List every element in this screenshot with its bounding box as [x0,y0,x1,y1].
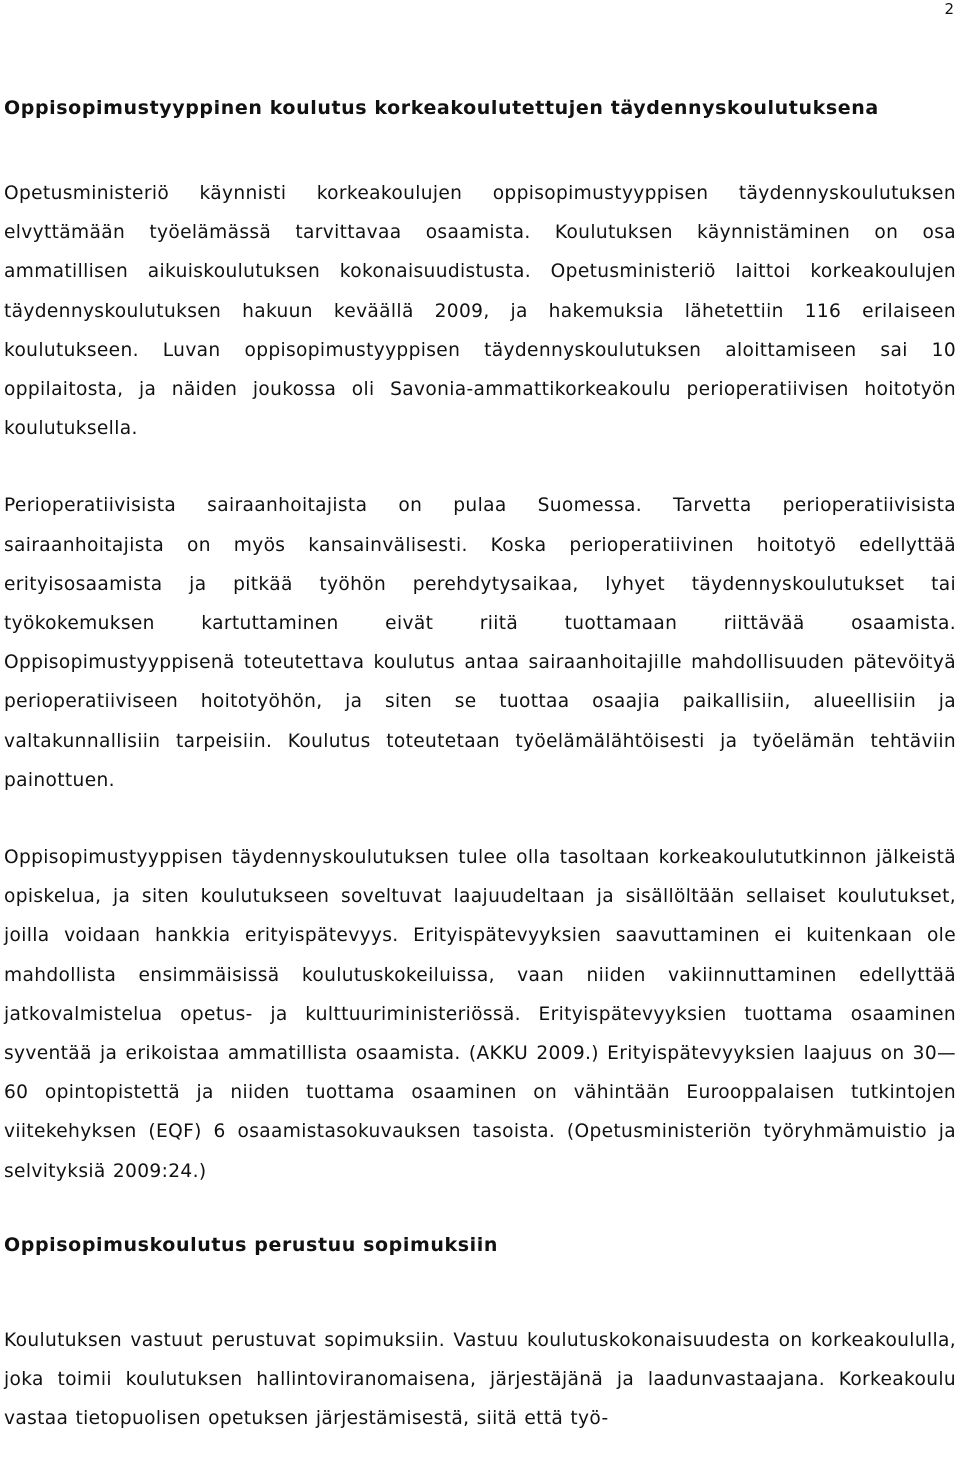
paragraph-ministry-launch: Opetusministeriö käynnisti korkeakoulujen oppisopimustyyppisen täydennyskoulutuksen elvyttämään työelämässä tarvittavaa osaamista. Koulutuksen käynnistäminen on osa ammatillisen aikuiskoulutuksen kokonaisuudistusta. Opetusministeriö laittoi korkeakoulujen täydennyskoulutuksen hakuun keväällä 2009, ja hakemuksia lähetettiin 116 erilaiseen koulutukseen. Luvan oppisopimustyyppisen täydennyskoulutuksen aloittamiseen sai 10 oppilaitosta, ja näiden joukossa oli Savonia-ammattikorkeakoulu perioperatiivisen hoitotyön koulutuksella. [4,183,956,440]
section-heading-agreements: Oppisopimuskoulutus perustuu sopimuksiin [4,1233,498,1256]
paragraph-responsibilities: Koulutuksen vastuut perustuvat sopimuksiin. Vastuu koulutuskokonaisuudesta on korkeakoululla, joka toimii koulutuksen hallintoviranomaisena, järjestäjänä ja laadunvastaajana. Korkeakoulu vastaa tietopuolisen opetuksen järjestämisestä, siitä että työ- [4,1329,956,1430]
section-heading-apprenticeship-training: Oppisopimustyyppinen koulutus korkeakoulutettujen täydennyskoulutuksena [4,97,879,119]
paragraph-perioperative-nurses: Perioperatiivisista sairaanhoitajista on pulaa Suomessa. Tarvetta perioperatiivisista sairaanhoitajista on myös kansainvälisesti. Koska perioperatiivinen hoitotyö edellyttää erityisosaamista ja pitkää työhön perehdytysaikaa, lyhyet täydennyskoulutukset tai työkokemuksen kartuttaminen eivät riitä tuottamaan riittävää osaamista. Oppisopimustyyppisenä toteutettava koulutus antaa sairaanhoitajille mahdollisuuden pätevöityä perioperatiiviseen hoitotyöhön, ja siten se tuottaa osaajia paikallisiin, alueellisiin ja valtakunnallisiin tarpeisiin. Koulutus toteutetaan työelämälähtöisesti ja työelämän tehtäviin painottuen. [4,495,956,791]
document-page [4,94,956,1476]
paragraph-specialist-competence: Oppisopimustyyppisen täydennyskoulutuksen tulee olla tasoltaan korkeakoulututkinnon jälkeistä opiskelua, ja siten koulutukseen soveltuvat laajuudeltaan ja sisällöltään sellaiset koulutukset, joilla voidaan hankkia erityispätevyys. Erityispätevyyksien saavuttaminen ei kuitenkaan ole mahdollista ensimmäisissä koulutuskokeiluissa, vaan niiden vakiinnuttaminen edellyttää jatkovalmistelua opetus- ja kulttuuriministeriössä. Erityispätevyyksien tuottama osaaminen syventää ja erikoistaa ammatillista osaamista. (AKKU 2009.) Erityispätevyyksien laajuus on 30—60 opintopistettä ja niiden tuottama osaaminen on vähintään Eurooppalaisen tutkintojen viitekehyksen (EQF) 6 osaamistasokuvauksen tasoista. (Opetusministeriön työryhmämuistio ja selvityksiä 2009:24.) [4,847,956,1182]
page-number: 2 [944,0,954,18]
